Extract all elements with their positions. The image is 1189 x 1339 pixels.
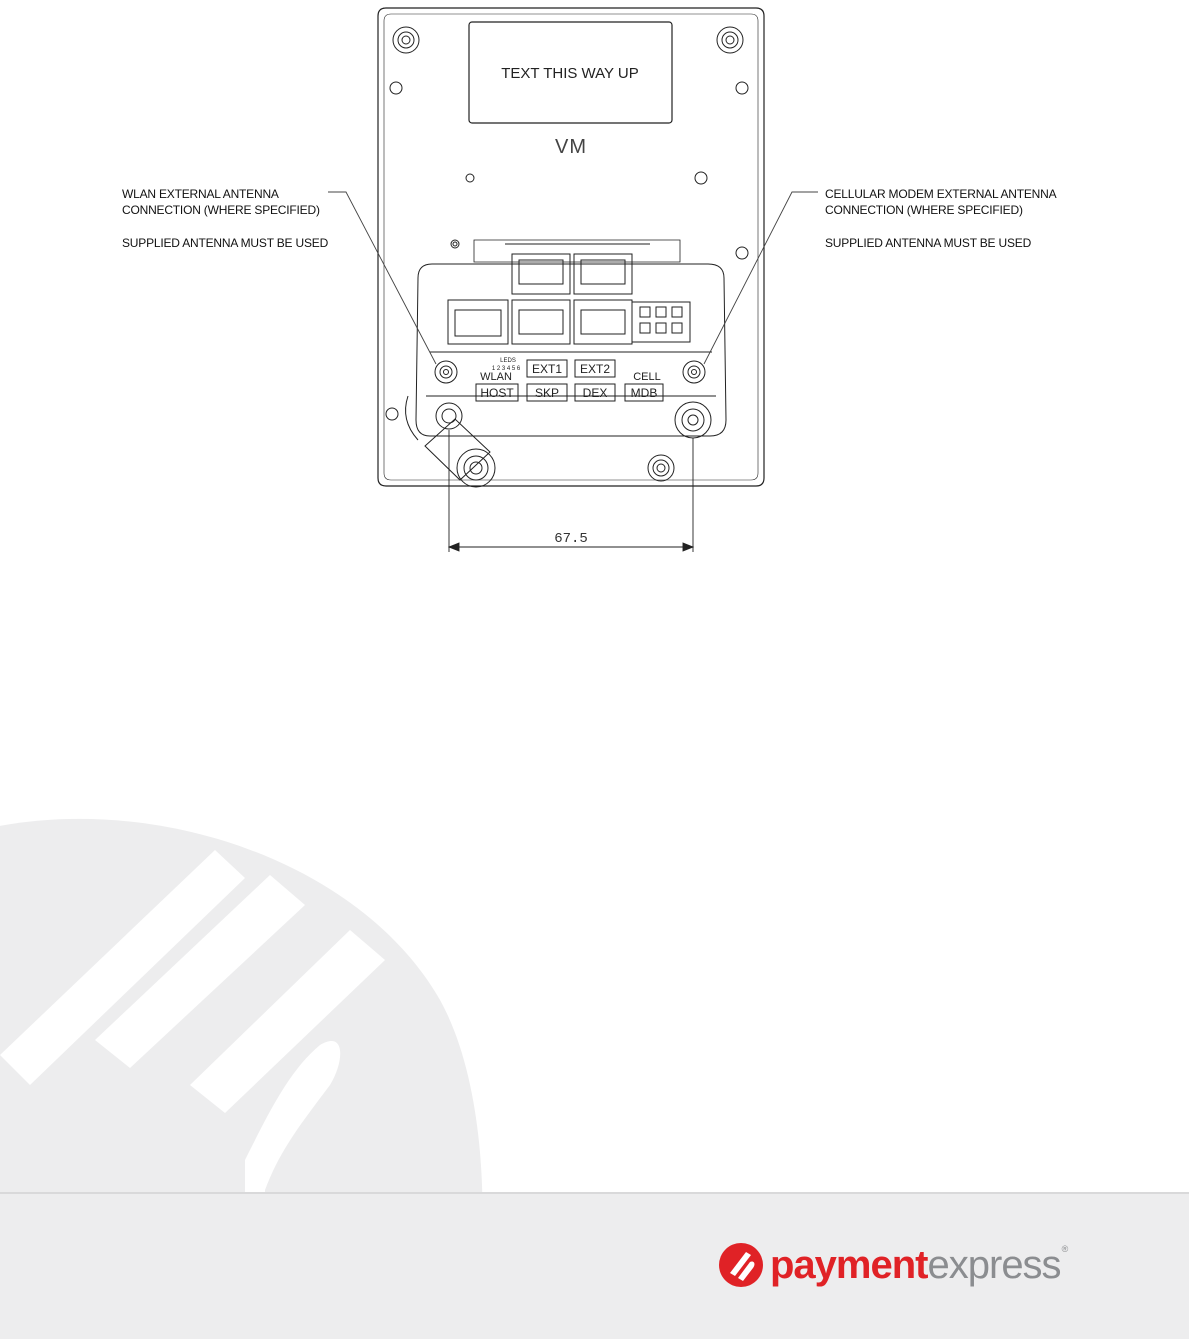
panel-label: TEXT THIS WAY UP	[501, 65, 639, 82]
port-dex: DEX	[582, 386, 608, 400]
cellular-callout-line2: CONNECTION (WHERE SPECIFIED)	[825, 203, 1023, 217]
brand-mark: VM	[555, 136, 587, 158]
dimension-value: 67.5	[554, 531, 588, 547]
led-numbers: 1 2 3 4 5 6	[491, 366, 521, 372]
port-ext1: EXT1	[531, 362, 563, 376]
leds-label: LEDS	[500, 358, 516, 364]
cellular-callout-line3: SUPPLIED ANTENNA MUST BE USED	[825, 236, 1032, 250]
logo-mark-icon	[718, 1242, 764, 1288]
wlan-callout-line1: WLAN EXTERNAL ANTENNA	[122, 187, 279, 201]
wlan-callout-line3: SUPPLIED ANTENNA MUST BE USED	[122, 236, 329, 250]
port-cell: CELL	[633, 371, 661, 383]
logo-wordmark	[770, 1242, 1061, 1288]
company-logo	[718, 1240, 1068, 1290]
wlan-antenna-callout	[122, 186, 352, 251]
logo-registered-mark: ®	[1061, 1244, 1069, 1254]
port-mdb: MDB	[630, 386, 658, 400]
port-ext2: EXT2	[579, 362, 611, 376]
port-skp: SKP	[534, 386, 560, 400]
wlan-callout-line2: CONNECTION (WHERE SPECIFIED)	[122, 203, 320, 217]
cellular-antenna-callout	[825, 186, 1085, 251]
port-wlan: WLAN	[480, 371, 512, 383]
logo-wordmark-part1: payment	[770, 1243, 928, 1287]
cellular-callout-line1: CELLULAR MODEM EXTERNAL ANTENNA	[825, 187, 1057, 201]
port-host: HOST	[480, 386, 514, 400]
connector-housing	[416, 240, 726, 436]
logo-wordmark-part2: express	[927, 1243, 1061, 1287]
rj-ports	[448, 254, 690, 344]
leader-lines	[328, 192, 818, 364]
